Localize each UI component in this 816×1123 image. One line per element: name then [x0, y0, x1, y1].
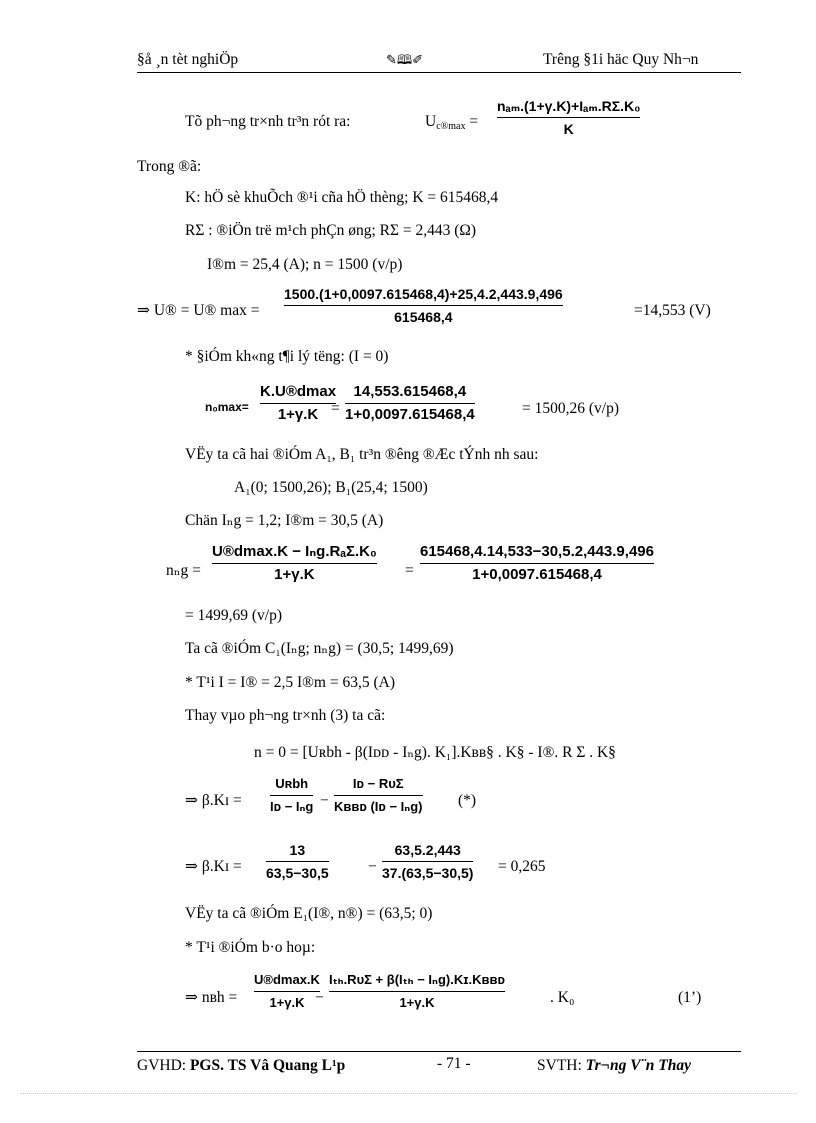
formula-fraction: Iᴅ − RᴜΣ Kʙʙᴅ (Iᴅ − Iₙg): [334, 776, 423, 814]
text-line: K: hÖ sè khuÕch ®¹i cña hÖ thèng; K = 615468,4: [185, 189, 499, 206]
header-right: Trêng §1i häc Quy Nh¬n: [543, 51, 699, 68]
text-line: RΣ : ®iÖn trë m¹ch phÇn øng; RΣ = 2,443 (Ω): [185, 222, 477, 239]
formula-suffix: . K₀: [550, 989, 575, 1006]
minus-sign: −: [320, 792, 329, 809]
formula-fraction: K.U®dmax 1+γ.K: [260, 383, 337, 423]
text-line: * §iÓm kh«ng t¶i lý tëng: (I = 0): [185, 348, 389, 365]
formula-fraction: 13 63,5−30,5: [266, 842, 329, 881]
page-edge-dotted: [20, 1093, 796, 1094]
formula-lhs: ⇒ U® = U® max =: [137, 302, 260, 319]
header-ornament-icon: ✎🕮✐: [386, 52, 424, 67]
formula-tag: (*): [458, 792, 477, 809]
formula-fraction: 14,553.615468,4 1+0,0097.615468,4: [345, 383, 475, 423]
text-line: Thay vµo ph¬ng tr×nh (3) ta cã:: [185, 707, 386, 724]
text-line: Chän Iₙg = 1,2; I®m = 30,5 (A): [185, 512, 384, 529]
footer-rule: [137, 1051, 741, 1052]
equals-sign: =: [331, 400, 340, 417]
text-line: Ta cã ®iÓm C₁(Iₙg; nₙg) = (30,5; 1499,69): [185, 640, 454, 657]
formula-fraction: 1500.(1+0,0097.615468,4)+25,4.2,443.9,496 615468,4: [284, 286, 563, 325]
formula-result: =14,553 (V): [634, 302, 711, 319]
minus-sign: −: [368, 858, 377, 875]
minus-sign: −: [315, 989, 324, 1006]
text-line: Tõ ph¬ng tr×nh tr³n rót ra:: [185, 113, 351, 130]
formula-fraction: U®dmax.K − Iₙg.RₐΣ.K₀ 1+γ.K: [212, 543, 377, 583]
page-number: - 71 -: [437, 1055, 471, 1072]
text-line: Trong ®ã:: [137, 158, 202, 175]
formula-lhs: $U_{c®max}$ =: [425, 113, 479, 132]
text-line: A₁(0; 1500,26); B₁(25,4; 1500): [234, 479, 428, 496]
formula-result: = 0,265: [498, 858, 546, 875]
equation-number: (1’): [678, 989, 702, 1006]
header-rule: [137, 72, 741, 73]
formula-fraction: 615468,4.14,533−30,5.2,443.9,496 1+0,0097.615468,4: [420, 543, 654, 583]
text-line: * T¹i ®iÓm b·o hoµ:: [185, 939, 316, 956]
text-line: = 1499,69 (v/p): [185, 607, 282, 624]
formula-lhs: n₀max=: [205, 400, 249, 414]
text-line: VËy ta cã hai ®iÓm A₁, B₁ tr³n ®êng ®Æc tÝnh nh sau:: [185, 446, 539, 463]
text-line: VËy ta cã ®iÓm E₁(I®, n®) = (63,5; 0): [185, 905, 433, 922]
formula-lhs: ⇒ nʙh =: [185, 989, 238, 1006]
formula-lhs: ⇒ β.Kɪ =: [185, 792, 242, 809]
formula-fraction: U®dmax.K 1+γ.K: [254, 972, 320, 1010]
formula-lhs: nₙg =: [166, 562, 201, 579]
text-line: * T¹i I = I® = 2,5 I®m = 63,5 (A): [185, 674, 395, 691]
header-left: §å ¸n tèt nghiÖp: [137, 51, 239, 68]
text-line: n = 0 = [Uʀbh - β(Iᴅᴅ - Iₙg). K₁].Kʙʙ§ . K§ - I®. R Σ . K§: [254, 744, 616, 761]
equals-sign: =: [405, 562, 414, 579]
formula-fraction: Uʀbh Iᴅ − Iₙg: [270, 776, 314, 814]
formula-lhs: ⇒ β.Kɪ =: [185, 858, 242, 875]
formula-fraction: Iₜₕ.RᴜΣ + β(Iₜₕ − Iₙg).Kɪ.Kʙʙᴅ 1+γ.K: [329, 972, 505, 1010]
formula-result: = 1500,26 (v/p): [522, 400, 619, 417]
formula-fraction: 63,5.2,443 37.(63,5−30,5): [382, 842, 474, 881]
text-line: I®m = 25,4 (A); n = 1500 (v/p): [207, 256, 403, 273]
footer-gvhd: GVHD: PGS. TS Vâ Quang L¹p: [137, 1057, 346, 1074]
footer-svth: SVTH: Tr¬ng V¨n Thay: [537, 1057, 691, 1074]
formula-fraction: nₐₘ.(1+γ.K)+Iₐₘ.RΣ.K₀ K: [497, 98, 641, 137]
